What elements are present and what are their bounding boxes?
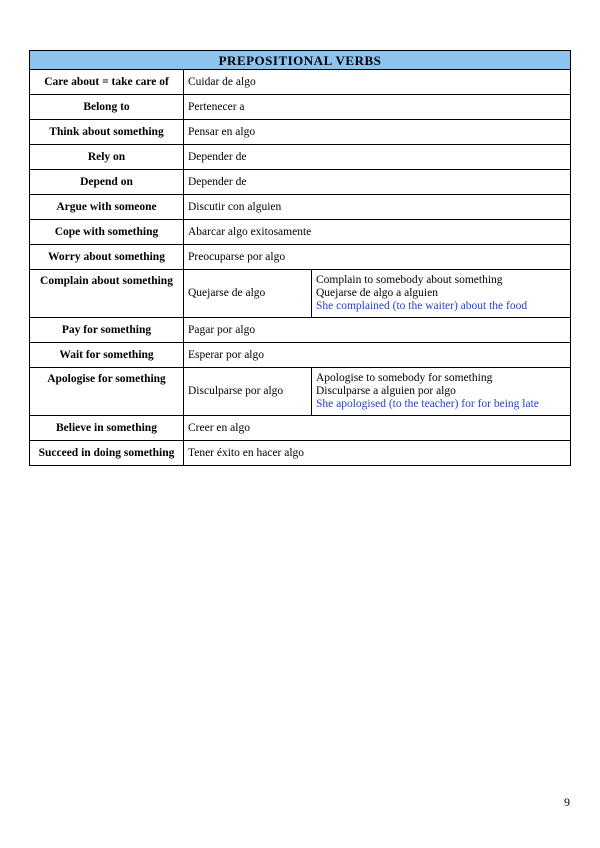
verb-cell: Pay for something [30, 318, 184, 343]
table-row [30, 270, 571, 318]
example-sentence: She complained (to the waiter) about the food [316, 300, 528, 312]
verb-cell: Complain about something [30, 270, 184, 318]
usage-note-line: Apologise to somebody for something [316, 372, 493, 384]
translation-cell: Cuidar de algo [184, 70, 571, 95]
translation-cell: Depender de [184, 145, 571, 170]
table-row [30, 245, 571, 270]
table-row [30, 170, 571, 195]
table-row [30, 368, 571, 416]
translation-cell: Pensar en algo [184, 120, 571, 145]
usage-note-translation: Quejarse de algo a alguien [316, 287, 438, 299]
example-sentence: She apologised (to the teacher) for for being late [316, 398, 539, 410]
table-row [30, 220, 571, 245]
verb-cell: Wait for something [30, 343, 184, 368]
prepositional-verbs-table [29, 50, 571, 466]
translation-cell: Abarcar algo exitosamente [184, 220, 571, 245]
table-title-row [30, 51, 571, 70]
translation-cell: Depender de [184, 170, 571, 195]
verb-cell: Belong to [30, 95, 184, 120]
table-row [30, 441, 571, 466]
table-row [30, 120, 571, 145]
verb-cell: Think about something [30, 120, 184, 145]
translation-cell: Preocuparse por algo [184, 245, 571, 270]
translation-cell: Pagar por algo [184, 318, 571, 343]
verb-cell: Rely on [30, 145, 184, 170]
verb-cell: Believe in something [30, 416, 184, 441]
verb-cell: Cope with something [30, 220, 184, 245]
table-row [30, 343, 571, 368]
translation-cell: Disculparse por algo [184, 368, 312, 416]
usage-note-translation: Disculparse a alguien por algo [316, 385, 456, 397]
table-title: PREPOSITIONAL VERBS [30, 51, 571, 70]
translation-cell: Discutir con alguien [184, 195, 571, 220]
translation-cell: Pertenecer a [184, 95, 571, 120]
verb-cell: Worry about something [30, 245, 184, 270]
usage-note-line: Complain to somebody about something [316, 274, 503, 286]
page-number: 9 [564, 795, 570, 809]
verb-cell: Argue with someone [30, 195, 184, 220]
table-row [30, 145, 571, 170]
table-row [30, 416, 571, 441]
translation-cell: Esperar por algo [184, 343, 571, 368]
table-row [30, 95, 571, 120]
translation-cell: Creer en algo [184, 416, 571, 441]
translation-cell: Tener éxito en hacer algo [184, 441, 571, 466]
translation-cell: Quejarse de algo [184, 270, 312, 318]
table-row [30, 195, 571, 220]
table-row [30, 70, 571, 95]
usage-note-cell [312, 270, 571, 318]
table-row [30, 318, 571, 343]
usage-note-cell [312, 368, 571, 416]
verb-cell: Depend on [30, 170, 184, 195]
verb-cell: Succeed in doing something [30, 441, 184, 466]
verb-cell: Care about = take care of [30, 70, 184, 95]
verb-cell: Apologise for something [30, 368, 184, 416]
